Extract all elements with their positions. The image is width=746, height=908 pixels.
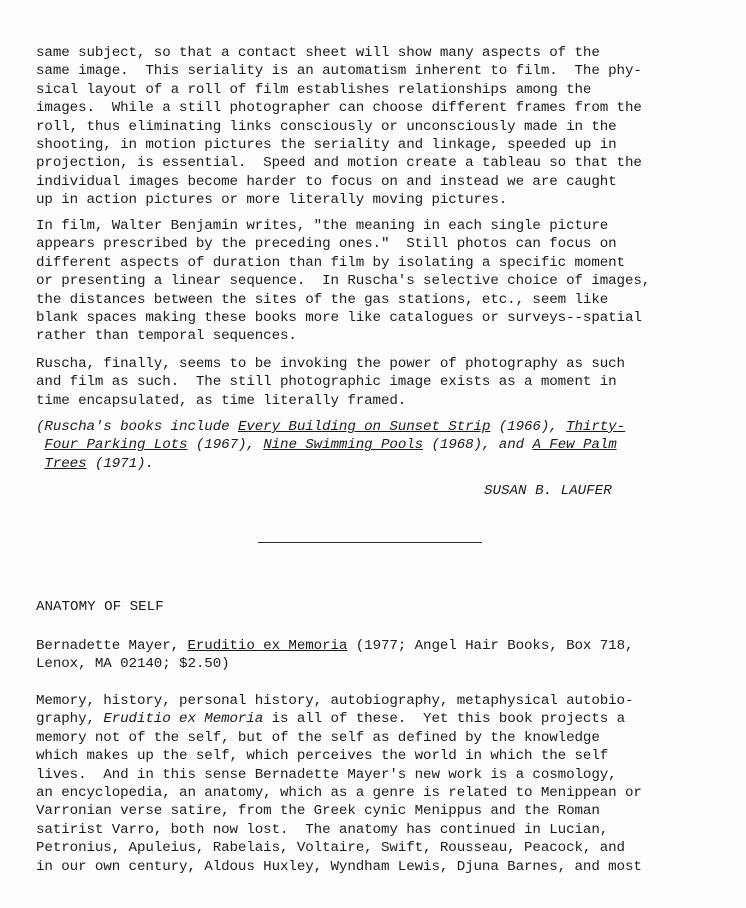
text-line: lives. And in this sense Bernadette Mayer's new work is a cosmology, [36,766,617,783]
text-segment: is all of these. Yet this book projects a [263,711,625,728]
text-line: the distances between the sites of the gas stations, etc., seem like [36,291,609,308]
note-text: (1966), [490,419,567,435]
paragraph-benjamin [36,217,650,346]
text-line: memory not of the self, but of the self as defined by the knowledge [36,729,600,746]
text-line: Varronian verse satire, from the Greek cynic Menippus and the Roman [36,803,600,820]
book-title: A Few Palm [532,437,617,454]
text-line: different aspects of duration than film by isolating a specific moment [36,254,625,271]
text-line: sical layout of a roll of film establishes relationships among the [36,81,592,98]
note-text: (1971). [86,455,154,472]
text-line: Ruscha, finally, seems to be invoking the power of photography as such [36,356,625,372]
text-segment: graphy, [36,711,104,728]
book-title: Trees [44,455,87,472]
section-heading: ANATOMY OF SELF [36,599,164,615]
text-line: roll, thus eliminating links consciously or unconsciously made in the [36,118,617,135]
text-line: blank spaces making these books more like catalogues or surveys--spatial [36,309,642,326]
text-line: up in action pictures or more literally moving pictures. [36,192,508,209]
note-line [36,455,625,473]
note-text: (Ruscha's books include [36,419,238,435]
text-line: time encapsulated, as time literally framed. [36,392,407,409]
text-line: and film as such. The still photographic image exists as a moment in [36,374,617,391]
book-title: Nine Swimming Pools [263,437,424,454]
book-title: Thirty- [566,419,625,435]
section-divider [258,542,482,543]
books-note [36,418,625,473]
text-line: In film, Walter Benjamin writes, "the meaning in each single picture [36,218,609,234]
author-signature: SUSAN B. LAUFER [484,483,612,499]
note-text: (1968), and [423,437,533,454]
text-line: same image. This seriality is an automatism inherent to film. The phy- [36,63,642,80]
text-line: an encyclopedia, an anatomy, which as a genre is related to Menippean or [36,784,642,801]
paragraph-memory [36,692,642,876]
note-line [36,436,625,454]
citation-line: Lenox, MA 02140; $2.50) [36,656,230,673]
text-line: projection, is essential. Speed and motion create a tableau so that the [36,155,642,172]
note-text: (1967), [187,437,264,454]
citation-text: (1977; Angel Hair Books, Box 718, [347,638,634,654]
text-line: images. While a still photographer can choose different frames from the [36,100,642,117]
book-title: Four Parking Lots [44,437,188,454]
text-line: Petronius, Apuleius, Rabelais, Voltaire, Swift, Rousseau, Peacock, and [36,840,625,857]
text-line: satirist Varro, both now lost. The anatomy has continued in Lucian, [36,821,609,838]
text-line: shooting, in motion pictures the seriality and linkage, speeded up in [36,136,617,153]
text-line: appears prescribed by the preceding ones." Still photos can focus on [36,236,617,253]
book-citation [36,637,633,674]
text-line: individual images become harder to focus on and instead we are caught [36,173,617,190]
paragraph-seriality [36,44,642,210]
note-line [36,418,625,436]
citation-line [36,637,633,655]
text-line [36,710,642,728]
paragraph-ruscha-finally [36,355,625,410]
text-line: rather than temporal sequences. [36,328,297,345]
citation-text: Bernadette Mayer, [36,638,188,654]
text-line: same subject, so that a contact sheet will show many aspects of the [36,45,600,61]
text-line: in our own century, Aldous Huxley, Wyndham Lewis, Djuna Barnes, and most [36,858,642,875]
text-line: Memory, history, personal history, autobiography, metaphysical autobio- [36,693,634,709]
book-title: Eruditio ex Memoria [103,711,264,728]
text-line: which makes up the self, which perceives the world in which the self [36,748,609,765]
text-line: or presenting a linear sequence. In Ruscha's selective choice of images, [36,273,651,290]
book-title: Every Building on Sunset Strip [237,419,491,435]
book-title: Eruditio ex Memoria [187,638,348,654]
